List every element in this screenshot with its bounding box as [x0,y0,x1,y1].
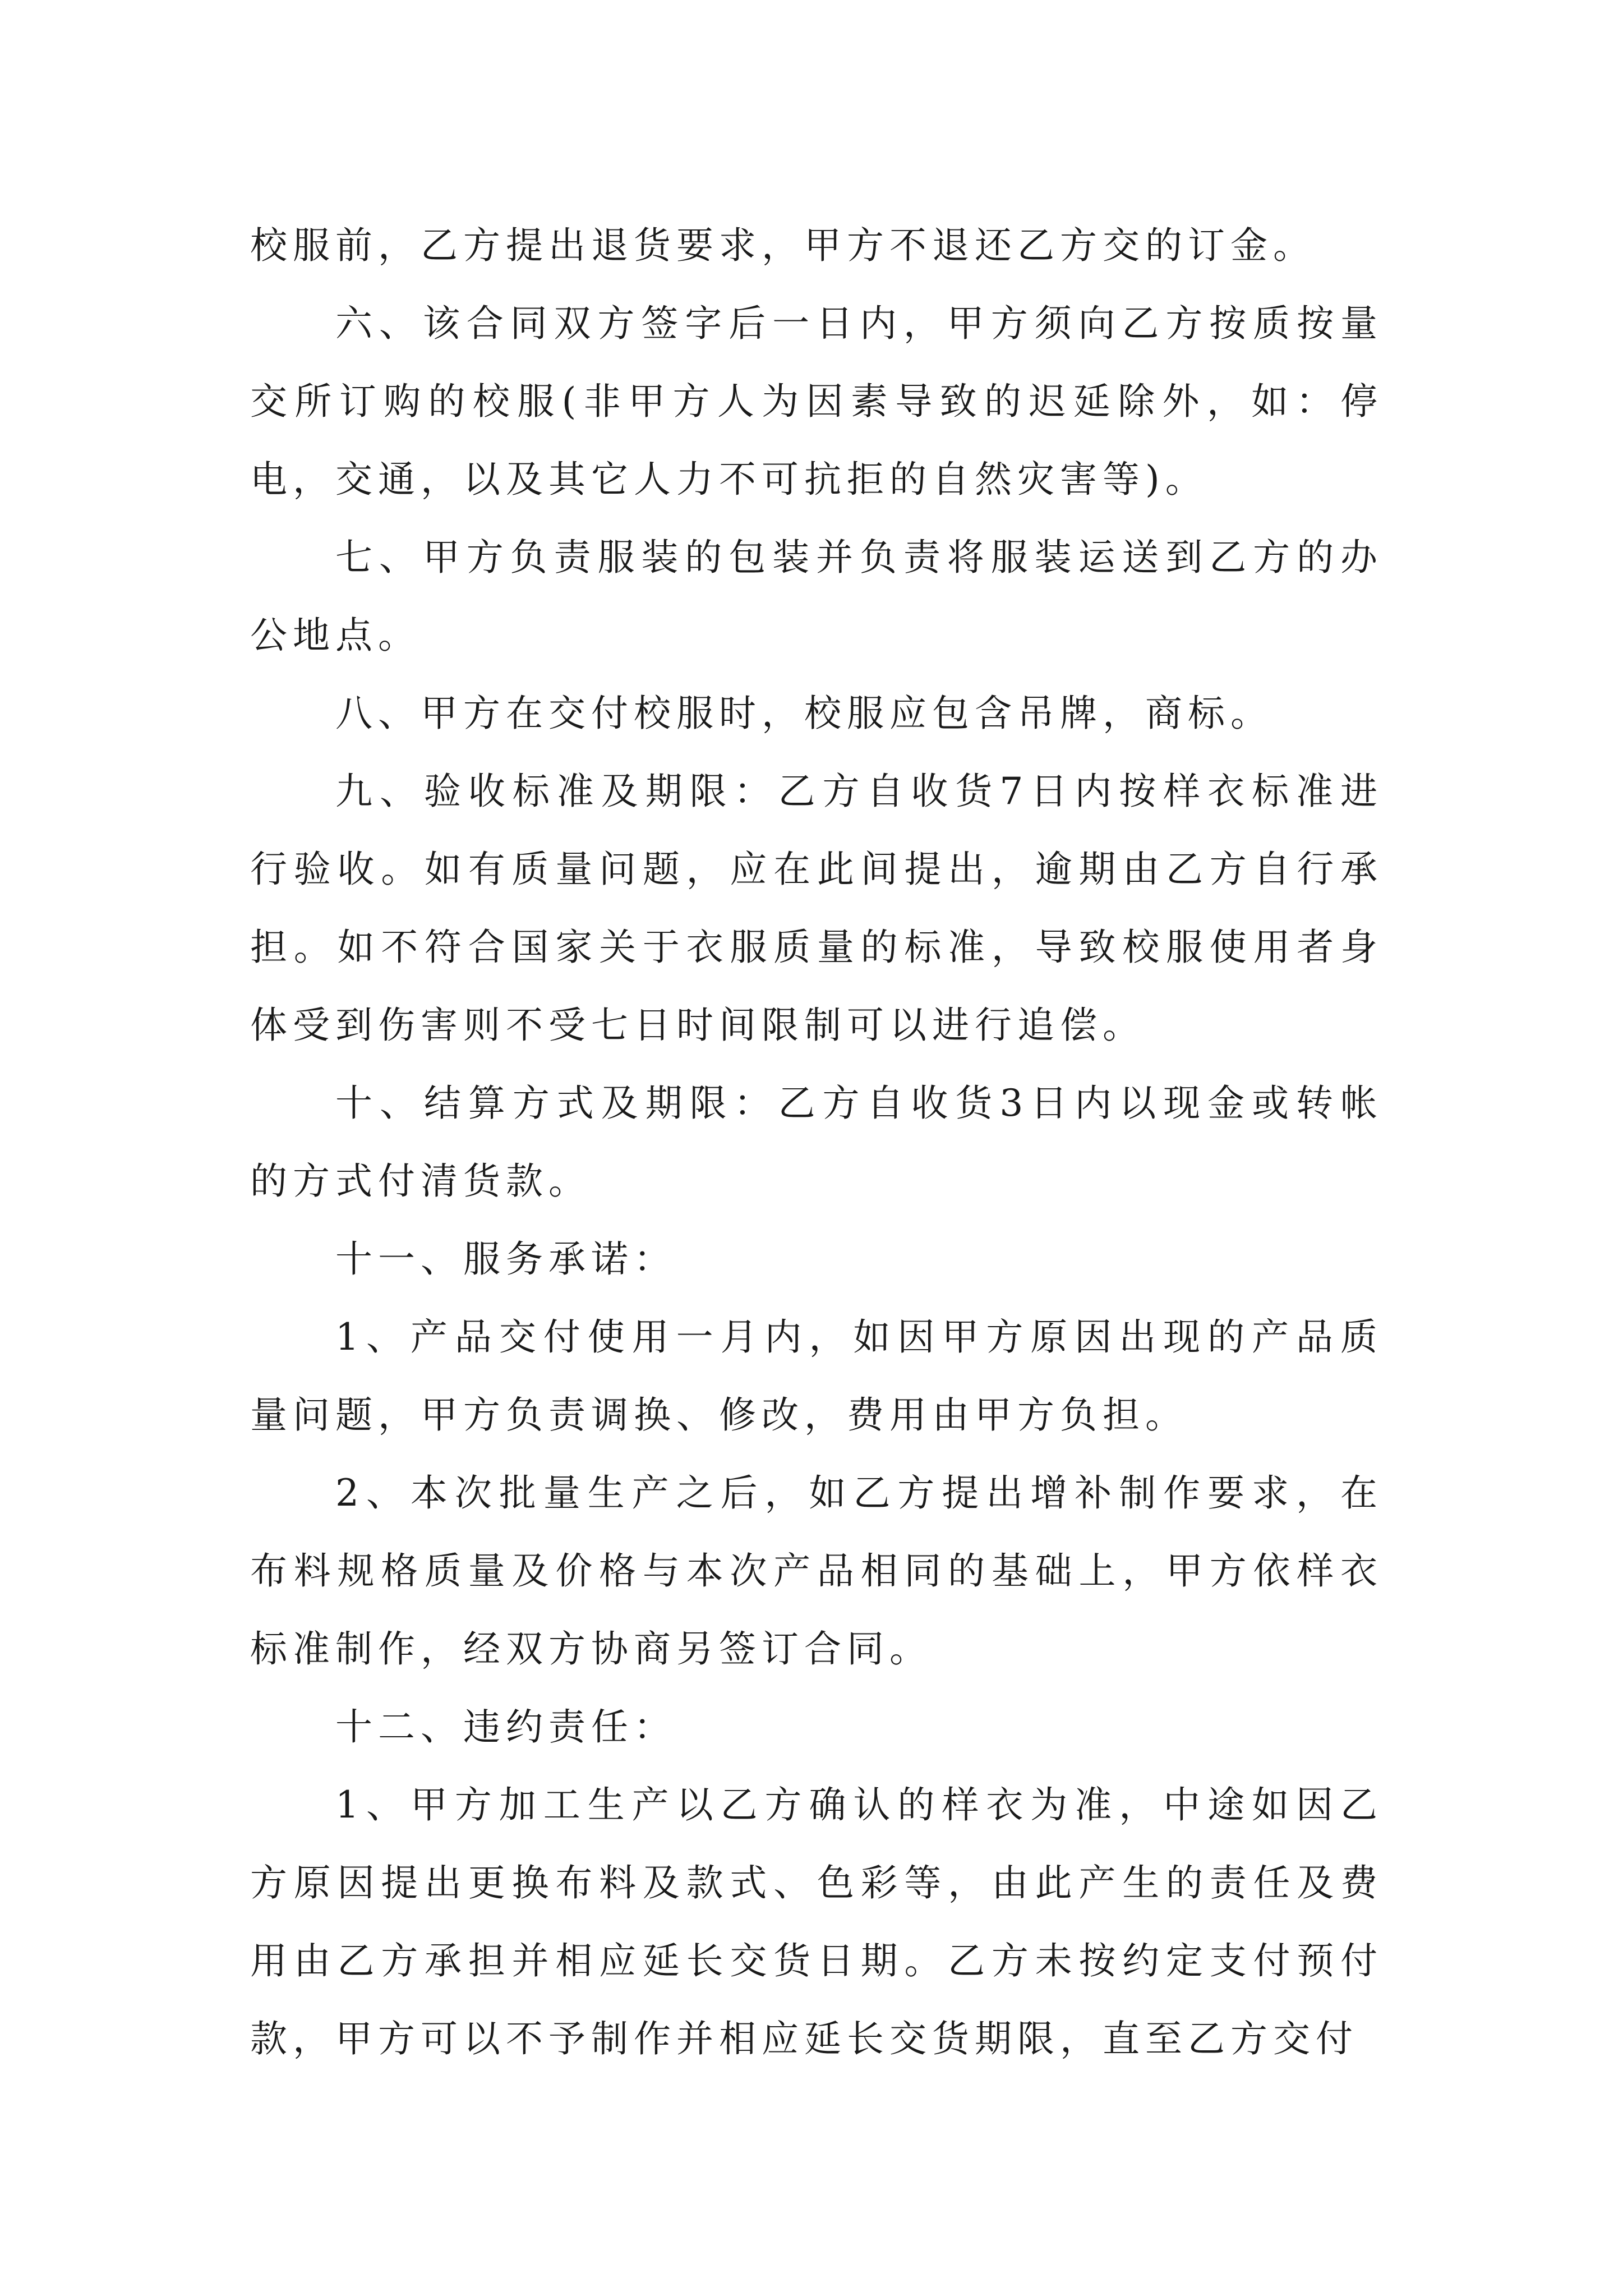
paragraph-clause-7: 七、甲方负责服装的包装并负责将服装运送到乙方的办公地点。 [250,536,1383,657]
paragraph-clause-8: 八、甲方在交付校服时，校服应包含吊牌，商标。 [335,692,1273,735]
paragraph-continuation: 校服前，乙方提出退货要求，甲方不退还乙方交的订金。 [250,224,1316,267]
paragraph-clause-11-item-1: 1、产品交付使用一月内，如因甲方原因出现的产品质量问题，甲方负责调换、修改，费用由甲方负担。 [250,1315,1383,1437]
document-body [250,206,1383,2078]
paragraph-clause-10: 十、结算方式及期限：乙方自收货3日内以现金或转帐的方式付清货款。 [250,1082,1383,1203]
paragraph-clause-12-item-1: 1、甲方加工生产以乙方确认的样衣为准，中途如因乙方原因提出更换布料及款式、色彩等，由此产生的责任及费用由乙方承担并相应延长交货日期。乙方未按约定支付预付款，甲方可以不予制作并相应延长交货期限，直至乙方交付 [250,1783,1383,2060]
paragraph-clause-12-heading: 十二、违约责任： [335,1705,676,1749]
paragraph-clause-11-item-2: 2、本次批量生产之后，如乙方提出增补制作要求，在布料规格质量及价格与本次产品相同的基础上，甲方依样衣标准制作，经双方协商另签订合同。 [250,1471,1383,1671]
paragraph-clause-6: 六、该合同双方签字后一日内，甲方须向乙方按质按量交所订购的校服(非甲方人为因素导致的迟延除外，如：停电，交通，以及其它人力不可抗拒的自然灾害等)。 [250,302,1383,501]
paragraph-clause-9: 九、验收标准及期限：乙方自收货7日内按样衣标准进行验收。如有质量问题，应在此间提出，逾期由乙方自行承担。如不符合国家关于衣服质量的标准，导致校服使用者身体受到伤害则不受七日时间限制可以进行追偿。 [250,770,1383,1047]
paragraph-clause-11-heading: 十一、服务承诺： [335,1237,676,1281]
